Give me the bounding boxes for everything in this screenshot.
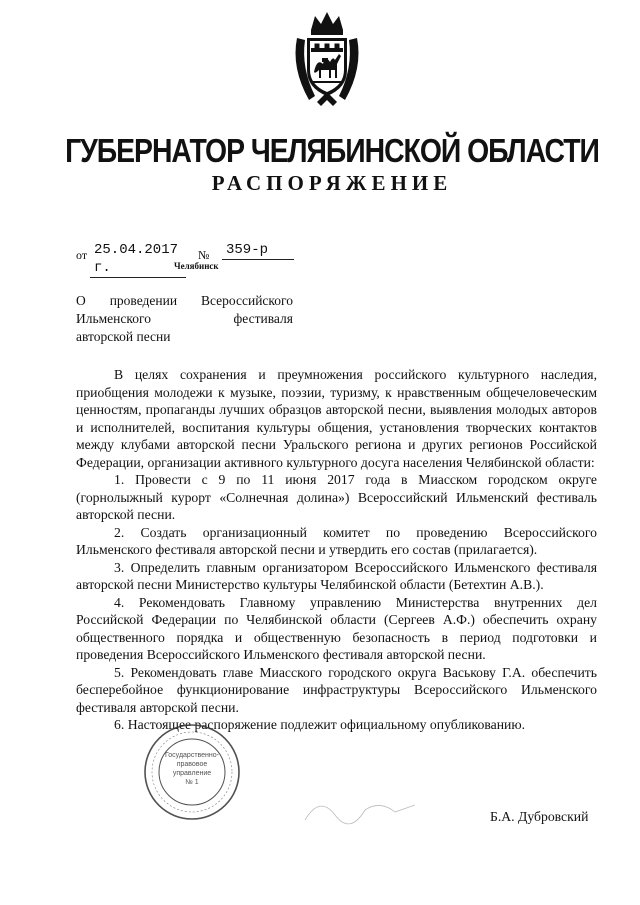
date-prefix-label: от [76, 248, 88, 262]
signatory-name: Б.А. Дубровский [490, 809, 589, 824]
document-authority-title: ГУБЕРНАТОР ЧЕЛЯБИНСКОЙ ОБЛАСТИ [65, 132, 599, 169]
body-paragraph: 3. Определить главным организатором Всероссийского Ильменского фестиваля авторской песни Министерство культуры Челябинской области (Бетехтин А.В.). [76, 559, 597, 592]
number-prefix-label: № [198, 248, 210, 262]
document-date-value: 25.04.2017 г. [90, 241, 186, 278]
body-paragraph: 5. Рекомендовать главе Миасского городского округа Васькову Г.А. обеспечить бесперебойное функционирование инфраструктуры Всероссийского Ильменского фестиваля авторской песни. [76, 664, 597, 715]
document-city: Челябинск [174, 261, 219, 271]
body-paragraph: 4. Рекомендовать Главному управлению Министерства внутренних дел Российской Федерации по Челябинской области (Сергеев А.Ф.) обеспечить охрану общественного порядка и общественную безопасность в период подготовки и проведения Всероссийского Ильменского фестиваля авторской песни. [76, 594, 597, 662]
body-paragraph: 1. Провести с 9 по 11 июня 2017 года в Миасском городском округе (горнолыжный курорт «Солнечная долина») Всероссийский Ильменский фестиваль авторской песни. [76, 472, 597, 522]
document-subject [76, 292, 293, 346]
preamble-paragraph: В целях сохранения и преумножения российского культурного наследия, приобщения молодежи к музыке, поэзии, туризму, к нравственным общечеловеческим ценностям, пропаганды лучших образцов авторской песни, выявления молодых авторов и исполнителей, воспитания культуры общения, установления творческих контактов между клубами авторской песни Уральского региона и других регионов Российской Федерации, организации активного культурного досуга населения Челябинской области: [76, 367, 597, 470]
signature-mark [300, 790, 420, 830]
document-number-value: 359-р [222, 241, 294, 260]
stamp-line: правовое [176, 761, 208, 768]
document-body [76, 366, 597, 734]
stamp-line: Государственно- [164, 752, 220, 759]
official-stamp [142, 722, 242, 822]
subject-line: Ильменского фестиваля [76, 311, 293, 326]
document-type-heading: РАСПОРЯЖЕНИЕ [211, 171, 453, 195]
stamp-center-text [142, 722, 242, 822]
body-paragraph: 2. Создать организационный комитет по проведению Всероссийского Ильменского фестиваля авторской песни и утвердить его состав (прилагается). [76, 524, 597, 557]
subject-line: авторской песни [76, 329, 171, 344]
body-paragraph: 6. Настоящее распоряжение подлежит официальному опубликованию. [114, 717, 525, 732]
coat-of-arms-emblem [289, 8, 365, 108]
subject-line: О проведении Всероссийского [76, 293, 293, 308]
stamp-line: управление [172, 770, 212, 777]
stamp-line: № 1 [185, 779, 199, 786]
